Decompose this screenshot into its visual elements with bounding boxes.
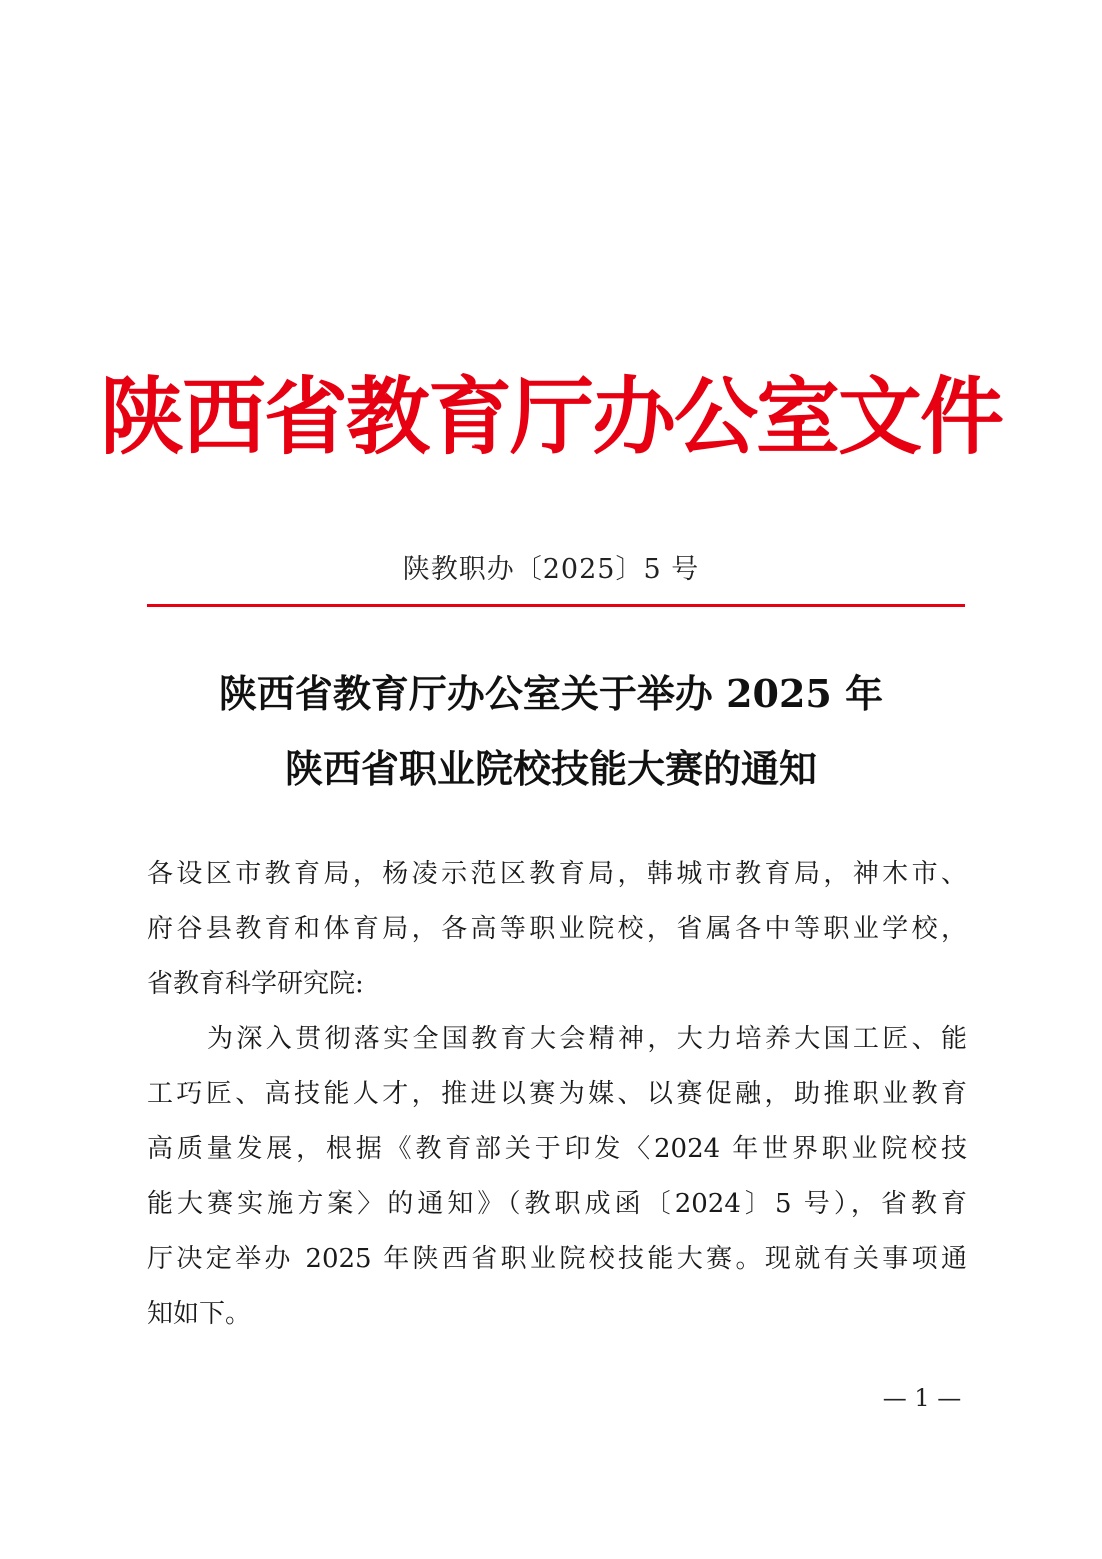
notice-title-line-2: 陕西省职业院校技能大赛的通知: [284, 746, 817, 791]
masthead-title: 陕西省教育厅办公室文件: [99, 368, 1002, 466]
recipients-line-3: 省教育科学研究院:: [147, 969, 364, 999]
body-paragraph-line-3: 高质量发展，根据《教育部关于印发〈2024 年世界职业院校技: [147, 1134, 967, 1164]
document-number: 陕教职办〔2025〕5 号: [402, 554, 700, 585]
body-paragraph-line-1: 为深入贯彻落实全国教育大会精神，大力培养大国工匠、能: [207, 1024, 967, 1054]
body-paragraph-line-5: 厅决定举办 2025 年陕西省职业院校技能大赛。现就有关事项通: [147, 1244, 967, 1274]
recipients-line-2: 府谷县教育和体育局，各高等职业院校，省属各中等职业学校，: [147, 914, 967, 944]
red-divider-line: [147, 604, 965, 607]
page-number: — 1 —: [882, 1384, 962, 1412]
body-paragraph-line-6: 知如下。: [147, 1299, 252, 1329]
notice-title-line-1: 陕西省教育厅办公室关于举办 2025 年: [218, 671, 884, 716]
body-paragraph-line-4: 能大赛实施方案〉的通知》（教职成函〔2024〕5 号），省教育: [147, 1189, 967, 1219]
recipients-line-1: 各设区市教育局，杨凌示范区教育局，韩城市教育局，神木市、: [147, 859, 967, 889]
body-paragraph-line-2: 工巧匠、高技能人才，推进以赛为媒、以赛促融，助推职业教育: [147, 1079, 967, 1109]
